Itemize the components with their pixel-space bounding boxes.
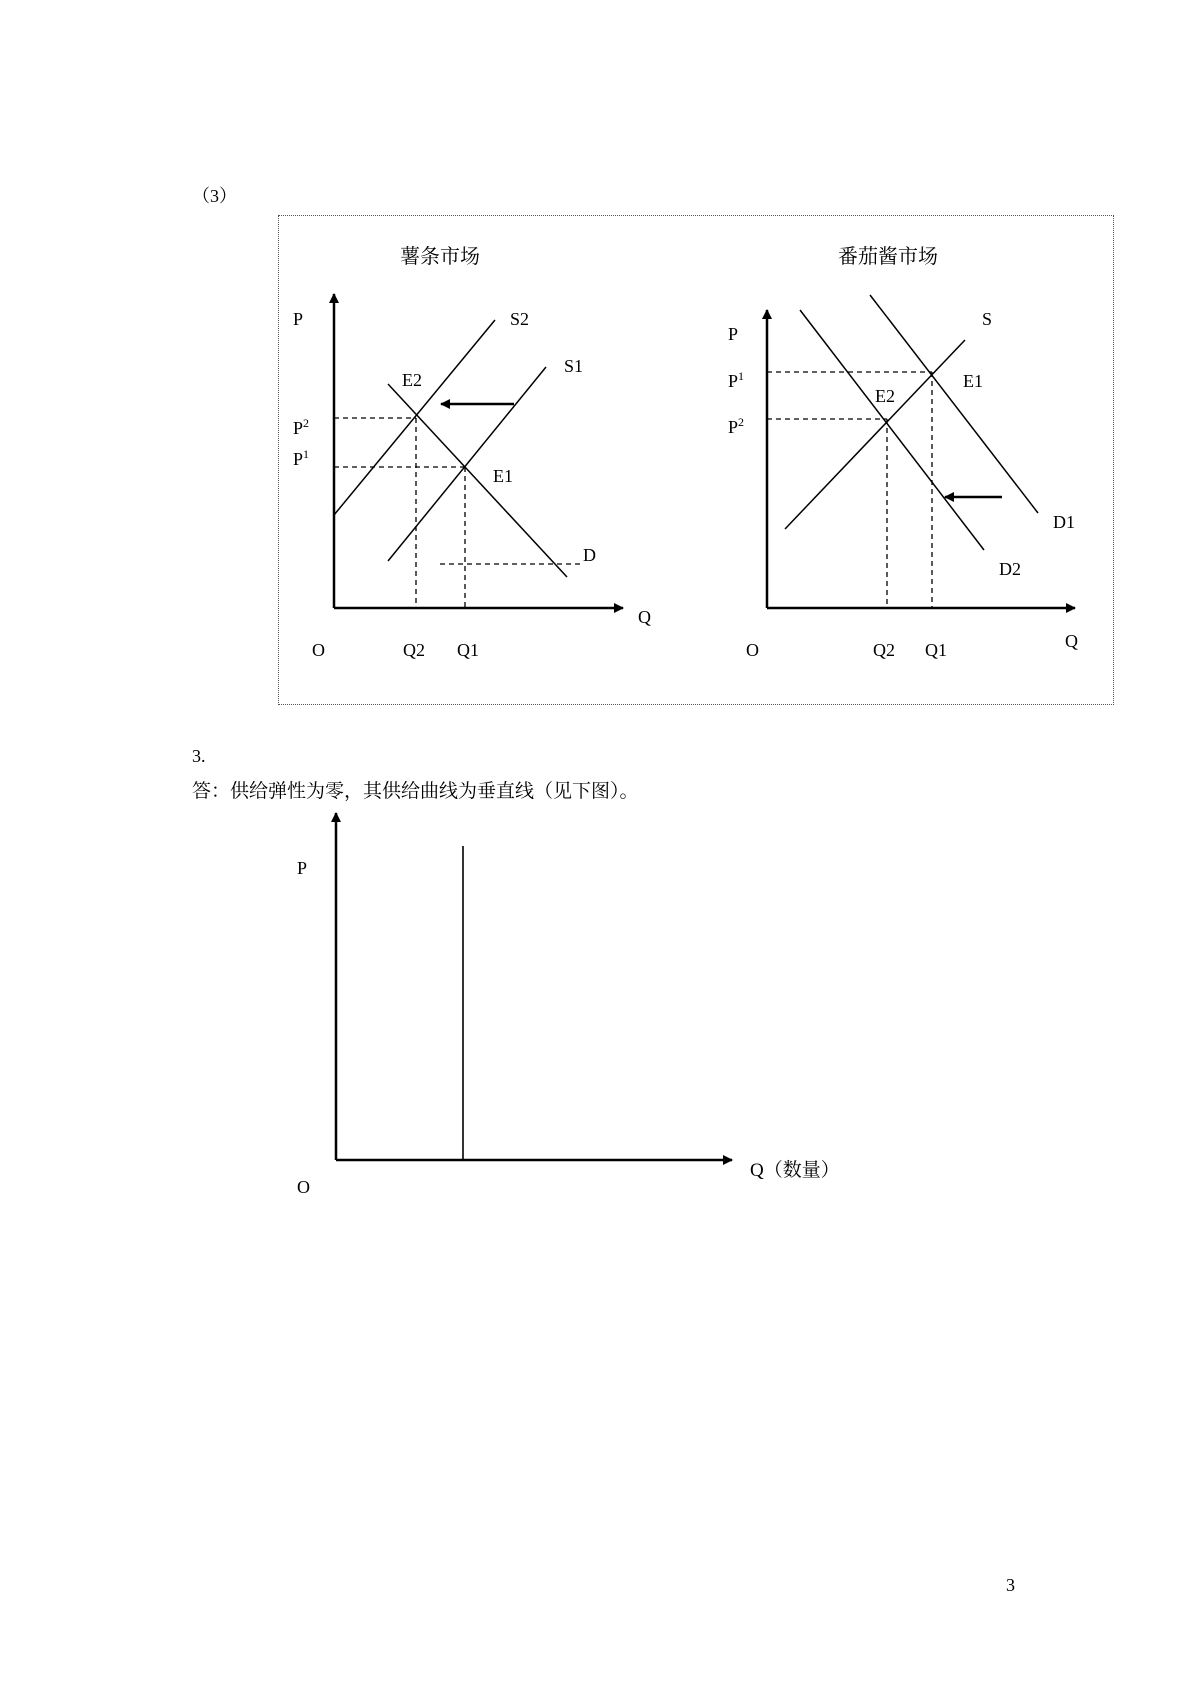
left-x-label: Q — [638, 607, 651, 627]
right-y-label: P — [728, 324, 739, 344]
left-p2-label: $P^2$ — [293, 416, 310, 438]
answer-text: 答：供给弹性为零，其供给曲线为垂直线（见下图）。 — [192, 781, 639, 802]
left-panel-title: 薯条市场 — [400, 246, 480, 268]
left-e1-label: E1 — [493, 466, 513, 486]
right-q2-label: Q2 — [873, 640, 895, 660]
left-d-label: D — [583, 545, 596, 565]
right-s-label: S — [982, 309, 993, 329]
left-demand — [388, 384, 567, 577]
page-number: 3 — [1006, 1575, 1015, 1595]
right-origin: O — [746, 640, 759, 660]
right-demand-d1 — [870, 295, 1038, 513]
right-e2-label: E2 — [875, 386, 895, 406]
section-marker: （3） — [192, 186, 237, 206]
right-supply-s — [785, 340, 965, 529]
fig2-y-label: P — [297, 858, 308, 878]
right-p1-label: $P^1$ — [728, 369, 745, 391]
right-panel — [728, 245, 1078, 660]
left-p1-label: $P^1$ — [293, 447, 310, 469]
left-supply-s2 — [334, 320, 495, 515]
left-origin: O — [312, 640, 325, 660]
right-e1-label: E1 — [963, 371, 983, 391]
left-supply-s1 — [388, 367, 546, 561]
left-e2-label: E2 — [402, 370, 422, 390]
right-d1-label: D1 — [1053, 512, 1075, 532]
figure-1 — [0, 0, 1191, 720]
left-s2-label: S2 — [510, 309, 530, 329]
question-number: 3. — [192, 746, 206, 766]
left-q1-label: Q1 — [457, 640, 479, 660]
left-q2-label: Q2 — [403, 640, 425, 660]
right-d2-label: D2 — [999, 559, 1021, 579]
right-q1-label: Q1 — [925, 640, 947, 660]
right-x-label: Q — [1065, 631, 1078, 651]
left-s1-label: S1 — [564, 356, 584, 376]
fig2-origin: O — [297, 1177, 310, 1197]
right-panel-title: 番茄酱市场 — [838, 246, 938, 268]
right-p2-label: $P^2$ — [728, 415, 745, 437]
fig2-x-label: Q（数量） — [750, 1160, 840, 1181]
left-y-label: P — [293, 309, 304, 329]
left-panel — [293, 245, 651, 660]
right-demand-d2 — [800, 310, 984, 550]
